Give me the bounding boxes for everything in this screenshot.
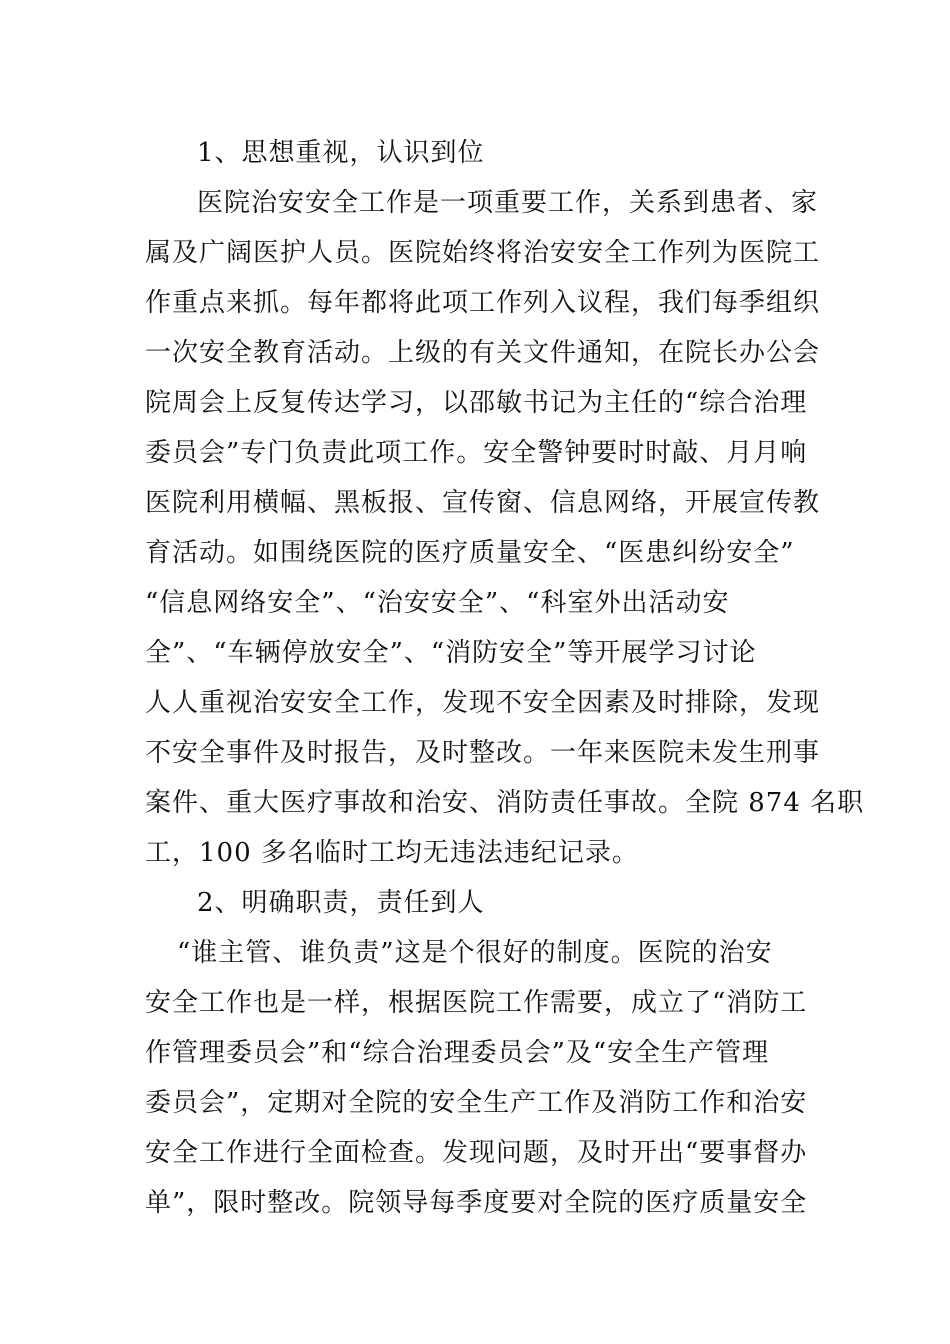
paragraph-line: 作管理委员会”和“综合治理委员会”及“安全生产管理: [145, 1038, 770, 1068]
paragraph-line: 作重点来抓。每年都将此项工作列入议程，我们每季组织: [145, 288, 821, 318]
paragraph-line: “谁主管、谁负责”这是个很好的制度。医院的治安: [177, 938, 773, 968]
paragraph-line: 医院利用横幅、黑板报、宣传窗、信息网络，开展宣传教: [145, 488, 821, 518]
paragraph-line: 全”、“车辆停放安全”、“消防安全”等开展学习讨论: [145, 638, 757, 668]
paragraph-line: 育活动。如围绕医院的医疗质量安全、“医患纠纷安全”: [145, 538, 795, 568]
paragraph-line: 医院治安安全工作是一项重要工作，关系到患者、家: [197, 188, 819, 218]
paragraph-line: 委员会”，定期对全院的安全生产工作及消防工作和治安: [145, 1088, 808, 1118]
paragraph-line: 院周会上反复传达学习，以邵敏书记为主任的“综合治理: [145, 388, 808, 418]
paragraph-line: 安全工作也是一样，根据医院工作需要，成立了“消防工: [145, 988, 808, 1018]
paragraph-line: 不安全事件及时报告，及时整改。一年来医院未发生刑事: [145, 738, 821, 768]
paragraph-line: 委员会”专门负责此项工作。安全警钟要时时敲、月月响: [145, 438, 808, 468]
section-heading-2: 2、明确职责，责任到人: [197, 888, 485, 918]
paragraph-line: 一次安全教育活动。上级的有关文件通知，在院长办公会: [145, 338, 821, 368]
document-body: [145, 128, 865, 1228]
paragraph-line: 案件、重大医疗事故和治安、消防责任事故。全院 874 名职: [145, 788, 865, 818]
paragraph-line: 属及广阔医护人员。医院始终将治安安全工作列为医院工: [145, 238, 821, 268]
paragraph-line: 工，100 多名临时工均无违法违纪记录。: [145, 838, 639, 868]
paragraph-line: 人人重视治安安全工作，发现不安全因素及时排除，发现: [145, 688, 821, 718]
paragraph-line: 单”，限时整改。院领导每季度要对全院的医疗质量安全: [145, 1188, 808, 1218]
paragraph-line: “信息网络安全”、“治安安全”、“科室外出活动安: [145, 588, 730, 618]
section-heading-1: 1、思想重视，认识到位: [197, 138, 485, 168]
paragraph-line: 安全工作进行全面检查。发现问题，及时开出“要事督办: [145, 1138, 808, 1168]
